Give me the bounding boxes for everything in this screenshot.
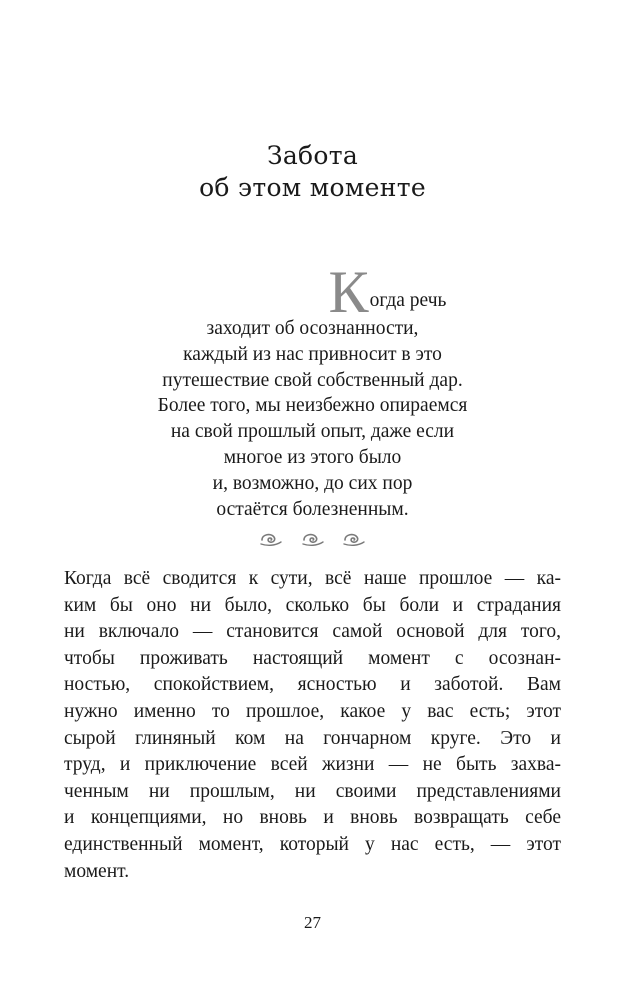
swirl-ornament-icon <box>301 531 325 547</box>
body-line: Когда всё сводится к сути, всё наше прошлое — ка- <box>64 568 561 589</box>
intro-line: путешествие свой собственный дар. <box>162 369 463 391</box>
intro-line: многое из этого было <box>223 446 402 468</box>
swirl-ornament-icon <box>259 531 283 547</box>
section-divider-ornament <box>0 528 625 547</box>
intro-line: на свой прошлый опыт, даже если <box>170 421 455 443</box>
intro-line: каждый из нас привносит в это <box>183 343 442 365</box>
chapter-title <box>0 140 625 204</box>
body-line: труд, и приключение всей жизни — не быть захва- <box>64 754 561 776</box>
body-line: единственный момент, который у нас есть, — этот <box>64 833 561 855</box>
body-line: ким бы оно ни было, сколько бы боли и страдания <box>64 594 561 616</box>
chapter-title-line-2: об этом моменте <box>199 173 426 202</box>
intro-line: заходит об осознанности, <box>206 318 419 339</box>
intro-line-text: огда речь <box>369 290 447 311</box>
body-line: и концепциями, но вновь и вновь возвращать себе <box>64 807 561 829</box>
chapter-title-line-1: Забота <box>266 141 359 170</box>
intro-line <box>0 259 625 325</box>
swirl-ornament-icon <box>342 531 366 547</box>
drop-cap: К <box>328 259 369 325</box>
body-line: сырой глиняный ком на гончарном круге. Это и <box>64 727 561 749</box>
page-number: 27 <box>304 913 321 932</box>
body-line: ни включало — становится самой основой для того, <box>64 621 561 643</box>
body-line: чтобы проживать настоящий момент с осознан- <box>64 647 561 669</box>
intro-paragraph <box>0 259 625 522</box>
body-line: момент. <box>64 860 130 882</box>
body-line: нужно именно то прошлое, какое у вас есть; этот <box>64 700 561 722</box>
body-paragraph <box>64 566 561 885</box>
intro-line: остаётся болезненным. <box>216 498 409 520</box>
body-line: ченным ни прошлым, ни своими представлениями <box>64 780 561 802</box>
intro-line: и, возможно, до сих пор <box>212 472 413 494</box>
body-line: ностью, спокойствием, ясностью и заботой. Вам <box>64 674 561 696</box>
intro-line: Более того, мы неизбежно опираемся <box>157 395 468 417</box>
